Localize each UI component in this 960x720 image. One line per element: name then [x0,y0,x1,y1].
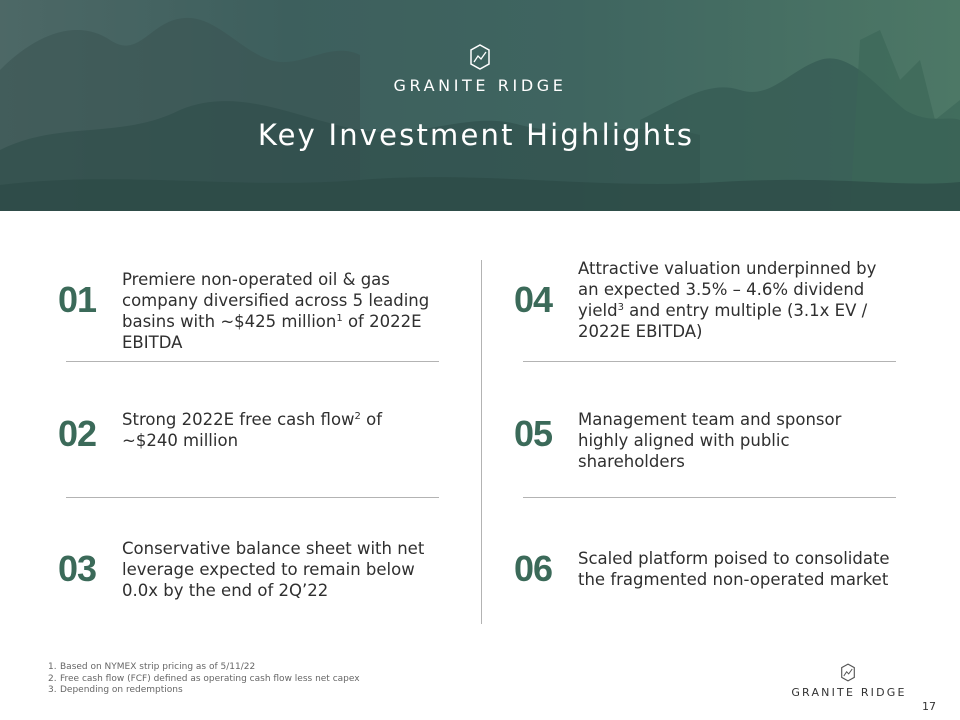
highlight-text: Conservative balance sheet with net leverage expected to remain below 0.0x by the end of 2Q’22 [122,539,425,600]
divider [66,361,439,362]
footer-brand-name: GRANITE RIDGE [791,686,907,699]
mountain-background-image [0,0,960,211]
highlight-number: 03 [58,548,97,589]
highlight-number: 01 [58,279,97,320]
highlight-number: 05 [514,413,553,454]
footnote: 3. Depending on redemptions [48,685,183,695]
brand-name: GRANITE RIDGE [393,76,567,95]
divider [66,497,439,498]
page-title: Key Investment Highlights [257,118,695,152]
divider [523,497,896,498]
highlight-number: 06 [514,548,553,589]
footnotes [48,662,360,697]
highlight-text: Strong 2022E free cash flow$^2$ of ~$240 million [122,410,383,450]
footnote: 1. Based on NYMEX strip pricing as of 5/11/22 [48,662,256,672]
highlight-text: Scaled platform poised to consolidate the fragmented non-operated market [578,549,890,589]
page-number: 17 [922,700,936,713]
footnote: 2. Free cash flow (FCF) defined as operating cash flow less net capex [48,673,360,684]
granite-ridge-logo-icon [841,663,855,682]
highlight-number: 04 [514,279,553,320]
granite-ridge-logo-icon [470,44,490,70]
divider [523,361,896,362]
header-banner [0,0,960,211]
highlight-number: 02 [58,413,97,454]
column-divider [481,260,482,624]
highlight-text: Management team and sponsor highly aligned with public shareholders [578,410,842,471]
highlight-text: Premiere non-operated oil & gas company diversified across 5 leading basins with ~$425 million$^1$ of 2022E EBITDA [122,270,430,352]
highlight-text: Attractive valuation underpinned by an expected 3.5% – 4.6% dividend yield$^3$ and entry multiple (3.1x EV / 2022E EBITDA) [578,259,877,341]
